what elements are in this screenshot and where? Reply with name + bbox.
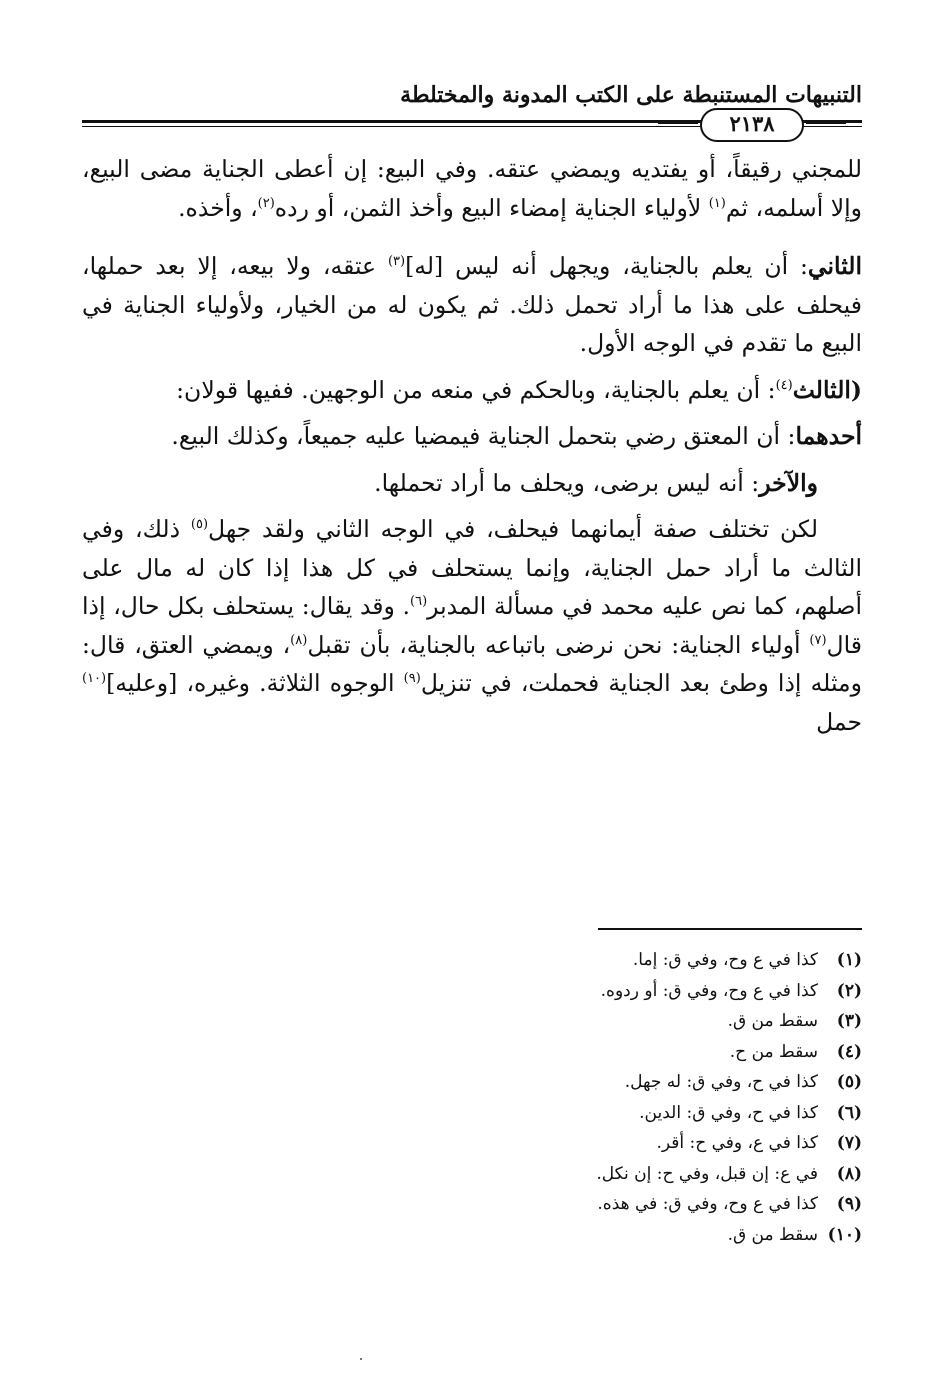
footnote-text: كذا في ع وح، وفي ق: أو ردوه. [600,980,818,1001]
page-number: ٢١٣٨ [700,108,804,142]
text-run: : أن يعلم بالجناية، ويجهل أنه ليس [له] [405,252,808,280]
heading-second: الثاني [807,252,862,280]
footnote-ref: (٨) [290,632,308,648]
text-run: عتقه، ولا بيعه، إلا بعد حملها، فيحلف على هذا ما أراد تحمل ذلك. ثم يكون له من الخيار، ولأولياء الجناية في البيع ما تقدم في الوجه الأول. [82,252,862,357]
footnote-number: (٩) [836,1194,862,1214]
main-text [82,150,862,761]
footnote [300,976,862,1007]
footnote [300,945,862,976]
footnote [300,1067,862,1098]
text-run: للمجني رقيقاً، أو يفتديه ويمضي عتقه. وفي البيع: إن أعطى الجناية مضى البيع، وإلا أسلمه، ثم [82,155,862,222]
heading-other-opinion: والآخر [759,468,818,497]
footnote-text: في ع: إن قبل، وفي ح: إن نكل. [596,1163,818,1184]
footnote-number: (٤) [836,1041,862,1062]
footnote-ref: (٣) [387,254,406,270]
footnote-number: (١) [836,950,862,970]
footnote-ref: (٧) [809,632,827,648]
footnote-number: (٧) [836,1133,862,1153]
footnote-text: سقط من ح. [729,1041,818,1062]
text-run: حمل [816,707,862,736]
footnote-text: كذا في ح، وفي ق: له جهل. [624,1072,818,1092]
footnote-ref: (٢) [257,195,275,211]
paragraph-6 [82,510,862,741]
footnote-number: (٣) [836,1011,862,1031]
footnote-text: كذا في ع وح، وفي ق: إما. [632,950,818,970]
text-run: ، ويمضي العتق، قال: ومثله إذا وطئ بعد الجناية فحملت، في تنزيل [82,630,862,697]
footnote [300,1006,862,1037]
footnotes [300,945,862,1250]
footnote [300,1128,862,1159]
running-title: التنبيهات المستنبطة على الكتب المدونة والمختلطة [400,82,862,108]
text-run: أولياء الجناية: نحن نرضى باتباعه بالجناية، بأن تقبل [307,630,810,659]
footnote-number: (١٠) [827,1224,862,1245]
footnote-text: سقط من ق. [727,1011,818,1031]
footnote-ref: (٤) [775,377,793,393]
footnote-ref: (١) [708,195,726,211]
paragraph-2 [82,247,862,363]
paragraph-4 [82,417,862,456]
text-run: : أنه ليس برضى، ويحلف ما أراد تحملها. [374,468,760,497]
footnote-number: (٦) [836,1102,862,1123]
scan-speck [360,1358,362,1360]
text-run: لكن تختلف صفة أيمانهما فيحلف، في الوجه الثاني ولقد جهل [208,515,818,543]
footnote-text: سقط من ق. [727,1224,818,1245]
footnote [300,1220,862,1251]
footnote [300,1189,862,1220]
footnote-ref: (٩) [403,671,421,687]
footnote-text: كذا في ع وح، وفي ق: في هذه. [597,1194,818,1214]
text-run: : أن يعلم بالجناية، وبالحكم في منعه من الوجهين. ففيها قولان: [176,375,776,404]
paragraph-5 [82,464,862,503]
text-run: : أن المعتق رضي بتحمل الجناية فيمضيا عليه جميعاً، وكذلك البيع. [171,422,796,450]
footnote [300,1159,862,1190]
paragraph-1 [82,150,862,227]
page-header [82,82,862,136]
footnote-ref: (٥) [190,517,209,533]
footnote-number: (٨) [836,1163,862,1184]
footnote-text: كذا في ح، وفي ق: الدين. [639,1102,818,1123]
footnote-separator [598,928,862,930]
footnote-number: (٢) [836,980,862,1001]
footnote [300,1098,862,1129]
text-run: لأولياء الجناية إمضاء البيع وأخذ الثمن، أو رده [274,193,709,222]
footnote-number: (٥) [836,1072,862,1092]
footnote-text: كذا في ع، وفي ح: أقر. [656,1133,818,1153]
footnote [300,1037,862,1068]
heading-first-opinion: أحدهما [795,422,862,450]
footnote-ref: (٦) [410,594,428,610]
heading-third: (الثالث [792,375,862,404]
paragraph-3 [82,371,862,410]
text-run: ذلك، وفي الثالث ما أراد حمل الجناية، وإنما يستحلف في كل هذا إذا كان له مال على أصلهم، كما نص عليه محمد في مسألة المدبر [82,515,862,620]
text-run: الوجوه الثلاثة. وغيره، [وعليه] [106,669,404,697]
footnote-ref: (١٠) [82,671,107,687]
text-run: ، وأخذه. [178,193,258,222]
text-run: . وقد يقال: يستحلف بكل حال، إذا قال [82,592,863,659]
